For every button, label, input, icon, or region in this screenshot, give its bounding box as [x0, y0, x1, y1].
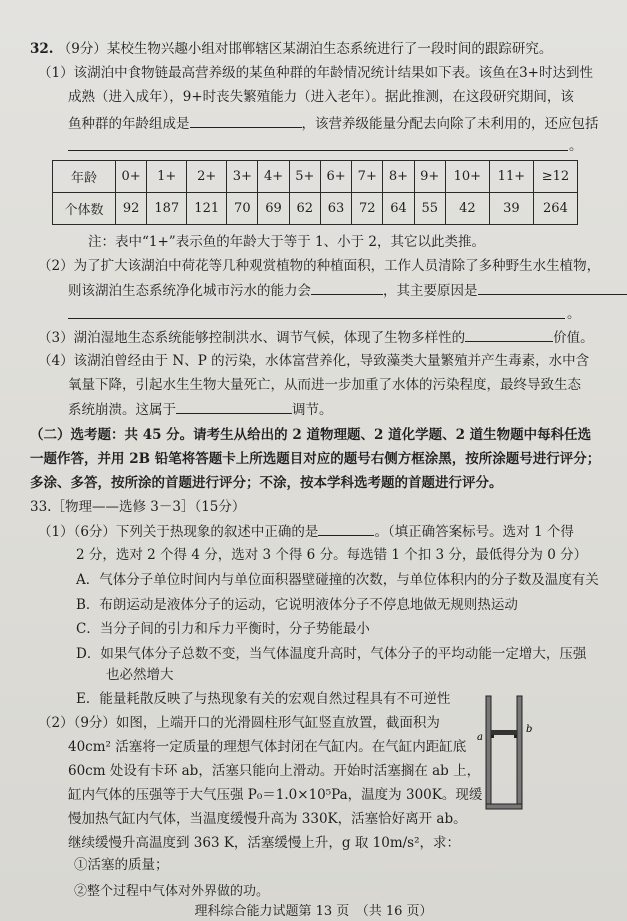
q33-sub2-line4: 缸内气体的压强等于大气压强 P₀＝1.0×10⁵Pa，温度为 300K。现缓	[68, 787, 483, 803]
q32-title-text: （9分）某校生物兴趣小组对邯郸辖区某湖泊生态系统进行了一段时间的跟踪研究。	[57, 41, 553, 57]
answer-blank[interactable]	[190, 114, 302, 128]
q32-part1-line3-b: ，该营养级能量分配去向除了未利用的，还应包括	[301, 116, 599, 132]
q32-part4-line3-a: 系统崩溃。这属于	[68, 402, 176, 418]
answer-blank[interactable]	[311, 281, 383, 295]
q32-number: 32.	[30, 41, 54, 57]
q32-part4-line3-b: 调节。	[292, 402, 333, 418]
count-cell: 121	[187, 193, 227, 225]
option-d-line2: 也必然增大	[106, 667, 174, 683]
answer-blank[interactable]	[478, 281, 627, 295]
q33-sub2-line3: 60cm 处设有卡环 ab，活塞只能向上滑动。开始时活塞搁在 ab 上，	[68, 763, 481, 779]
section2-line2: 一题作答，并用 2B 铅笔将答题卡上所选题目对应的题号右侧方框涂黑，按所涂题号进行评分；	[30, 451, 601, 467]
q32-part1-line1: （1）该湖泊中食物链最高营养级的某鱼种群的年龄情况统计结果如下表。该鱼在3+时达到性	[38, 65, 593, 81]
age-cell: 5+	[289, 161, 320, 193]
cylinder-walls	[486, 696, 522, 809]
age-cell: 4+	[258, 161, 289, 193]
age-cell: 11+	[489, 161, 533, 193]
option-d-line1: D．如果气体分子总数不变，当气体温度升高时，气体分子的平均动能一定增大，压强	[76, 646, 587, 662]
period: 。	[567, 306, 581, 322]
q33-sub2-line6: 继续缓慢升高温度到 363 K，活塞缓慢上升，g 取 10m/s²，求：	[68, 835, 461, 851]
count-cell: 42	[445, 193, 489, 225]
q33-sub2-line1: （2）（9分）如图，上端开口的光滑圆柱形气缸竖直放置，截面积为	[38, 715, 440, 731]
age-cell: ≥12	[533, 161, 577, 193]
stop-ring-b	[514, 735, 517, 738]
table-row-counts	[53, 193, 578, 225]
option-b: B．布朗运动是液体分子的运动，它说明液体分子不停息地做无规则热运动	[76, 597, 518, 613]
count-cell: 39	[489, 193, 533, 225]
q32-part1-line3	[68, 114, 599, 133]
answer-blank[interactable]	[465, 328, 553, 342]
q33-sub1-a: （1）（6分）下列关于热现象的叙述中正确的是	[38, 524, 319, 540]
count-cell: 63	[320, 193, 351, 225]
q33-sub2-question1: ①活塞的质量；	[74, 857, 169, 873]
q32-part3-b: 价值。	[553, 330, 594, 346]
count-cell: 70	[227, 193, 258, 225]
q33-sub2-question2: ②整个过程中气体对外界做的功。	[74, 884, 270, 899]
option-c: C．当分子间的引力和斥力平衡时，分子势能最小	[76, 621, 370, 637]
q32-part2-line1: （2）为了扩大该湖泊中荷花等几种观赏植物的种植面积，工作人员清除了多种野生水生植物，	[38, 258, 601, 274]
q32-part2-line2-a: 则该湖泊生态系统净化城市污水的能力会	[68, 283, 311, 299]
age-cell: 3+	[227, 161, 258, 193]
age-cell: 8+	[383, 161, 414, 193]
age-cell: 1+	[147, 161, 187, 193]
count-cell: 92	[116, 193, 147, 225]
q33-sub1-line1	[38, 522, 574, 541]
q32-part1-line2: 成熟（进入成年），9+时丧失繁殖能力（进入老年）。据此推测，在这段研究期间，该	[68, 89, 574, 105]
count-cell: 55	[414, 193, 445, 225]
q33-title: 33.［物理——选修 3－3］（15分）	[30, 499, 246, 515]
answer-blank[interactable]	[176, 400, 292, 414]
age-table	[52, 160, 578, 225]
age-cell: 0+	[116, 161, 147, 193]
table-note: 注：表中“1+”表示鱼的年龄大于等于 1、小于 2，其它以此类推。	[88, 234, 485, 250]
age-cell: 2+	[187, 161, 227, 193]
q32-part4-line2: 氧量下降，引起水生生物大量死亡，从而进一步加重了水体的污染程度，最终导致生态	[68, 377, 581, 393]
count-cell: 69	[258, 193, 289, 225]
age-cell: 10+	[445, 161, 489, 193]
q32-title	[30, 40, 552, 58]
answer-blank[interactable]	[318, 522, 374, 536]
piston	[491, 730, 517, 735]
q32-part3-a: （3）湖泊湿地生态系统能够控制洪水、调节气候，体现了生物多样性的	[38, 330, 466, 346]
page-footer: 理科综合能力试题第 13 页 （共 16 页）	[194, 904, 433, 919]
section2-line3: 多涂、多答，按所涂的首题进行评分；不涂，按本学科选考题的首题进行评分。	[30, 475, 503, 491]
q33-sub2-line2: 40cm² 活塞将一定质量的理想气体封闭在气缸内。在气缸内距缸底	[68, 739, 467, 755]
table-row-ages	[53, 161, 578, 193]
period: 。	[569, 138, 583, 154]
stop-ring-a	[491, 735, 494, 738]
q33-sub2-line5: 慢加热气缸内气体，当温度缓慢升高为 330K，活塞恰好离开 ab。	[68, 811, 467, 827]
age-cell: 9+	[414, 161, 445, 193]
option-e: E．能量耗散反映了与热现象有关的宏观自然过程具有不可逆性	[76, 691, 451, 707]
label-a: a	[477, 732, 483, 743]
count-cell: 264	[533, 193, 577, 225]
table-header-count: 个体数	[53, 193, 116, 225]
table-header-age: 年龄	[53, 161, 116, 193]
q32-part4-line1: （4）该湖泊曾经由于 N、P 的污染，水体富营养化，导致藻类大量繁殖并产生毒素，水中含	[38, 353, 590, 369]
q32-part2-line2-b: ，其主要原因是	[383, 283, 478, 299]
answer-blank-line[interactable]	[68, 318, 565, 319]
q32-part3	[38, 328, 594, 347]
q32-part1-line3-a: 鱼种群的年龄组成是	[68, 116, 190, 132]
q32-part4-line3	[68, 400, 333, 419]
count-cell: 187	[147, 193, 187, 225]
q33-sub1-line2: 2 分，选对 2 个得 4 分，选对 3 个得 6 分。每选错 1 个扣 3 分，最低得分为 0 分）	[76, 547, 588, 563]
q33-sub1-b: 。（填正确答案标号。选对 1 个得	[374, 524, 574, 540]
count-cell: 72	[352, 193, 383, 225]
label-b: b	[526, 724, 533, 735]
cylinder-diagram	[470, 694, 540, 814]
option-a: A．气体分子单位时间内与单位面积器壁碰撞的次数，与单位体积内的分子数及温度有关	[76, 572, 599, 588]
count-cell: 62	[289, 193, 320, 225]
count-cell: 64	[383, 193, 414, 225]
section2-line1: （二）选考题：共 45 分。请考生从给出的 2 道物理题、2 道化学题、2 道生物题中每科任选	[30, 427, 592, 443]
q32-part2-line2	[68, 281, 627, 300]
age-cell: 6+	[320, 161, 351, 193]
answer-blank-line[interactable]	[68, 150, 568, 151]
age-cell: 7+	[352, 161, 383, 193]
